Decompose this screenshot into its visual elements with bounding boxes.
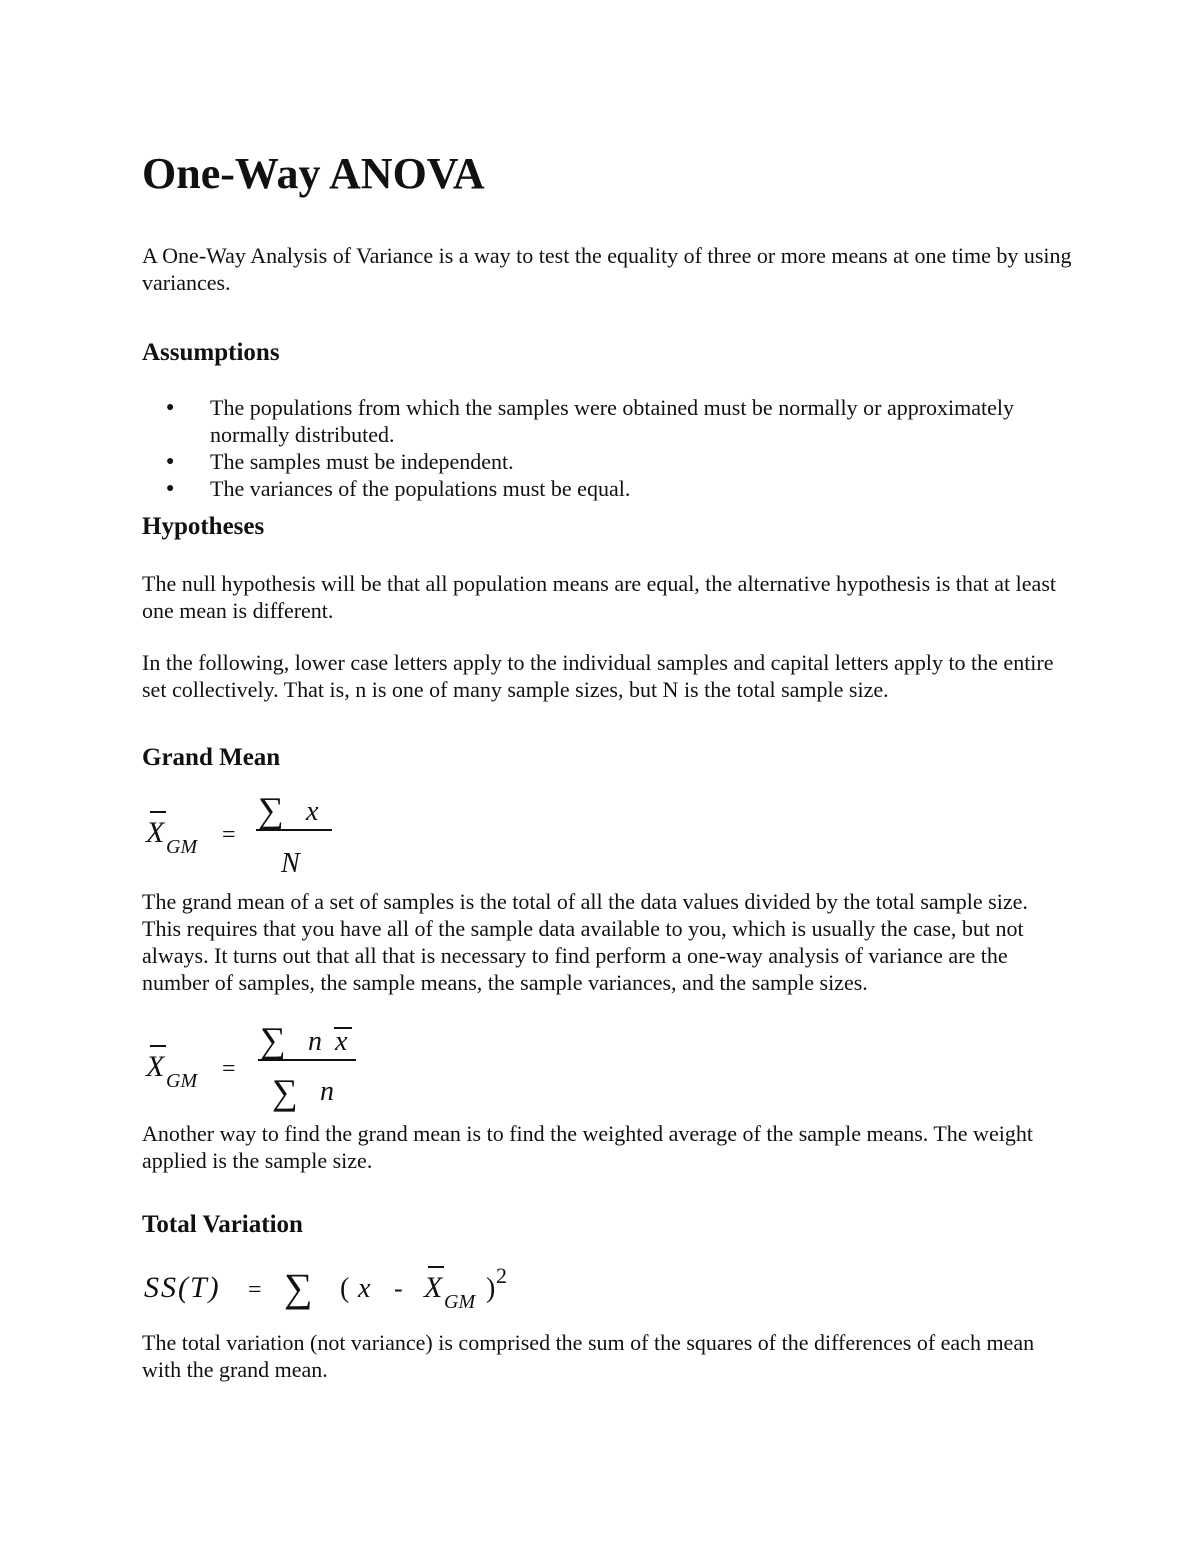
formula-symbol: X (424, 1271, 443, 1304)
formula-variable: x (358, 1273, 371, 1304)
sigma-icon: ∑ (284, 1265, 313, 1310)
grand-mean-heading: Grand Mean (142, 744, 281, 771)
sigma-icon: ∑ (260, 1020, 286, 1060)
formula-denominator: N (281, 848, 300, 879)
bullet-icon: ● (166, 454, 175, 469)
bullet-icon: ● (166, 481, 175, 496)
assumptions-heading: Assumptions (142, 339, 280, 366)
hypotheses-heading: Hypotheses (142, 513, 265, 540)
total-variation-paragraph: The total variation (not variance) is comprised the sum of the squares of the differences of each mean with the grand mean. (142, 1330, 1035, 1382)
formula-variable: x (306, 796, 319, 827)
formula-open-paren: ( (340, 1273, 350, 1304)
list-item: ● The populations from which the samples were obtained must be normally or approximately normally distributed. (166, 395, 1015, 447)
formula-lhs: SS(T) (144, 1271, 221, 1304)
formula-subscript: GM (444, 1291, 476, 1313)
formula-exponent: 2 (496, 1263, 507, 1288)
formula-symbol: X (146, 1050, 165, 1083)
intro-paragraph: A One-Way Analysis of Variance is a way to test the equality of three or more means at one time by using variances. (142, 243, 1072, 295)
formula-subscript: GM (166, 836, 198, 858)
list-item: ● The samples must be independent. (166, 449, 514, 474)
page-title: One-Way ANOVA (142, 149, 485, 198)
document-page (142, 140, 1072, 1383)
sigma-icon: ∑ (272, 1072, 298, 1112)
formula-close-paren: ) (486, 1273, 496, 1304)
sigma-icon: ∑ (258, 790, 284, 830)
formula-equals: = (248, 1277, 262, 1303)
formula-denominator: n (320, 1076, 334, 1107)
total-variation-heading: Total Variation (142, 1211, 303, 1238)
formula-subscript: GM (166, 1070, 198, 1092)
formula-variable-n: n (308, 1026, 322, 1057)
grand-mean-formula (142, 786, 382, 886)
list-item: ● The variances of the populations must be equal. (166, 476, 631, 501)
formula-variable-x: x (335, 1026, 348, 1057)
hypotheses-paragraph: The null hypothesis will be that all population means are equal, the alternative hypothesis is that at least one mean is different. (142, 571, 1056, 623)
assumptions-list (142, 394, 1072, 502)
bullet-icon: ● (166, 400, 175, 415)
weighted-mean-paragraph: Another way to find the grand mean is to find the weighted average of the sample means. The weight applied is the sample size. (142, 1121, 1033, 1173)
formula-equals: = (222, 1056, 236, 1082)
total-variation-formula (142, 1255, 542, 1325)
formula-minus: - (394, 1274, 403, 1303)
formula-symbol: X (146, 816, 165, 849)
notation-paragraph: In the following, lower case letters apply to the individual samples and capital letters apply to the entire set collectively. That is, n is one of many sample sizes, but N is the total sample size. (142, 650, 1054, 702)
grand-mean-paragraph: The grand mean of a set of samples is the total of all the data values divided by the total sample size. This requires that you have all of the sample data available to you, which is usually the case, but not always. It turns out that all that is necessary to find perform a one-way analysis of variance are the number of samples, the sample means, the sample variances, and the sample sizes. (142, 889, 1028, 995)
weighted-grand-mean-formula (142, 1020, 402, 1120)
formula-equals: = (222, 822, 236, 848)
